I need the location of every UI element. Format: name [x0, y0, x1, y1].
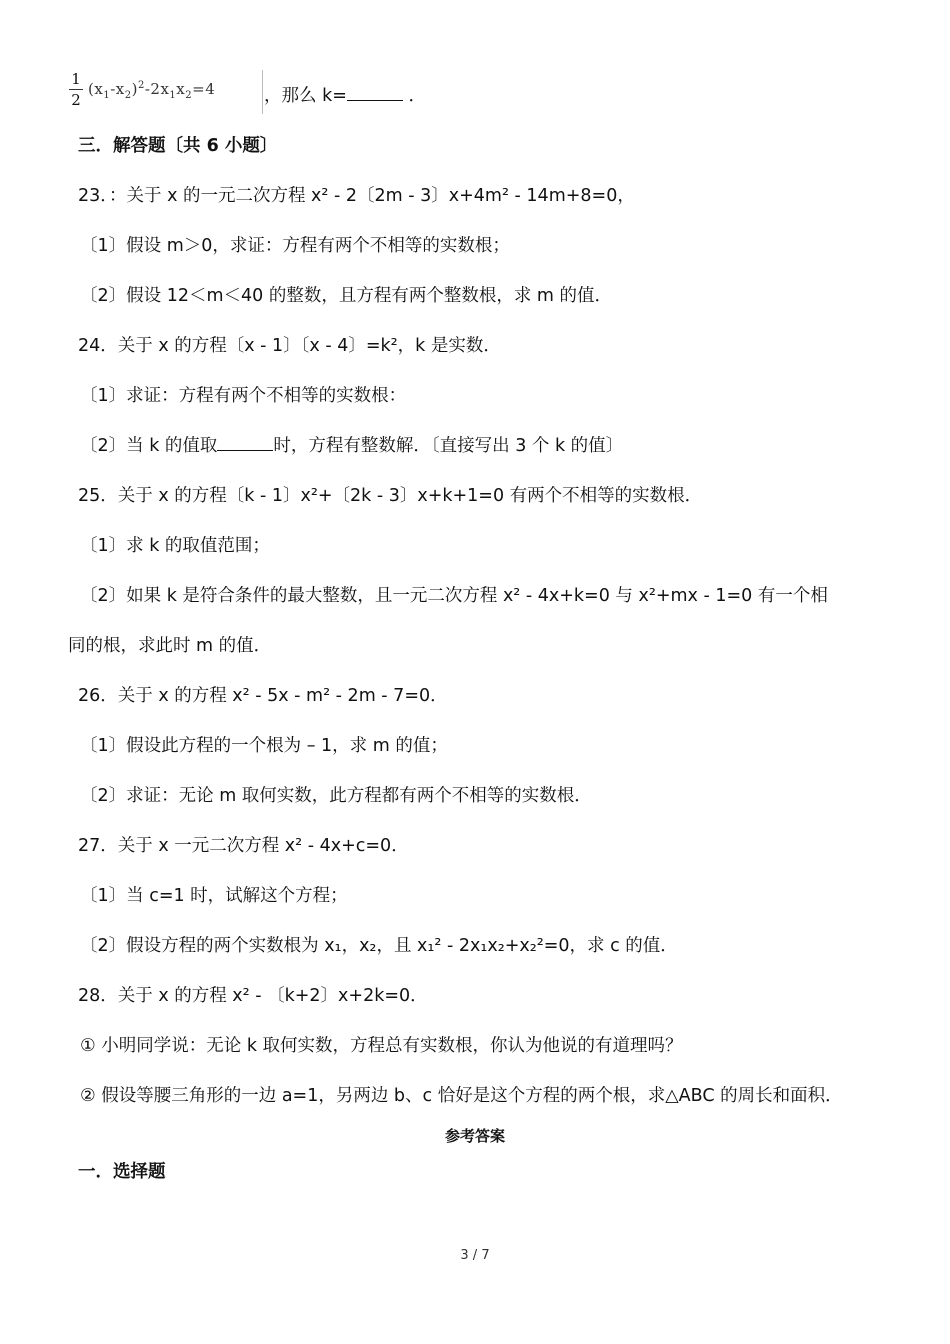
question-26-part-1: 〔1〕假设此方程的一个根为 – 1，求 m 的值； [80, 736, 448, 756]
section-title-multiple-choice: 一．选择题 [78, 1162, 166, 1182]
section-title-answers: 三．解答题〔共 6 小题〕 [78, 136, 278, 156]
question-23-part-1: 〔1〕假设 m＞0，求证：方程有两个不相等的实数根； [80, 236, 510, 256]
answer-blank[interactable] [347, 99, 403, 101]
question-26-part-2: 〔2〕求证：无论 m 取何实数，此方程都有两个不相等的实数根． [80, 786, 592, 806]
question-25-stem: 25．关于 x 的方程〔k - 1〕x²+〔2k - 3〕x+k+1=0 有两个不相等的实数根． [78, 486, 703, 506]
question-27-part-1: 〔1〕当 c=1 时，试解这个方程； [80, 886, 348, 906]
question-24-part-1: 〔1〕求证：方程有两个不相等的实数根： [80, 386, 407, 406]
answer-blank[interactable] [217, 449, 273, 451]
question-26-stem: 26．关于 x 的方程 x² - 5x - m² - 2m - 7=0． [78, 686, 448, 706]
question-24-stem: 24．关于 x 的方程〔x - 1〕〔x - 4〕=k²，k 是实数． [78, 336, 501, 356]
question-23-stem: 23．：关于 x 的一元二次方程 x² - 2〔2m - 3〕x+4m² - 14m+8=0， [78, 186, 635, 206]
formula-expression: $(x_1-x_2)^2-2x_1x_2=4$ [88, 80, 216, 101]
question-24-part-2-lead: 〔2〕当 k 的值取 [80, 436, 218, 456]
question-28-part-2: ② 假设等腰三角形的一边 a=1，另两边 b、c 恰好是这个方程的两个根，求△ABC 的周长和面积． [80, 1086, 843, 1106]
fraction-one-half: 1 2 [68, 70, 84, 109]
question-28-stem: 28．关于 x 的方程 x² - 〔k+2〕x+2k=0． [78, 986, 428, 1006]
question-27-stem: 27．关于 x 一元二次方程 x² - 4x+c=0． [78, 836, 409, 856]
question-25-part-2-cont: 同的根，求此时 m 的值． [68, 636, 272, 656]
question-27-part-2: 〔2〕假设方程的两个实数根为 x₁，x₂，且 x₁² - 2x₁x₂+x₂²=0，求 c 的值． [80, 936, 678, 956]
q22-end-mark: ． [408, 86, 426, 106]
question-25-part-1: 〔1〕求 k 的取值范围； [80, 536, 270, 556]
q22-tail-text [264, 84, 426, 108]
page-number: 3 / 7 [460, 1248, 490, 1263]
question-23-part-2: 〔2〕假设 12＜m＜40 的整数，且方程有两个整数根，求 m 的值． [80, 286, 613, 306]
formula-image [66, 70, 263, 114]
question-28-part-1: ① 小明同学说：无论 k 取何实数，方程总有实数根，你认为他说的有道理吗？ [80, 1036, 683, 1056]
q22-condition-text: ，那么 k= [264, 86, 347, 106]
question-24-part-2-tail: 时，方程有整数解．〔直接写出 3 个 k 的值〕 [273, 436, 624, 456]
question-24-part-2 [80, 434, 623, 458]
answers-heading: 参考答案 [444, 1127, 505, 1145]
question-25-part-2: 〔2〕如果 k 是符合条件的最大整数，且一元二次方程 x² - 4x+k=0 与 x²+mx - 1=0 有一个相 [80, 586, 828, 606]
